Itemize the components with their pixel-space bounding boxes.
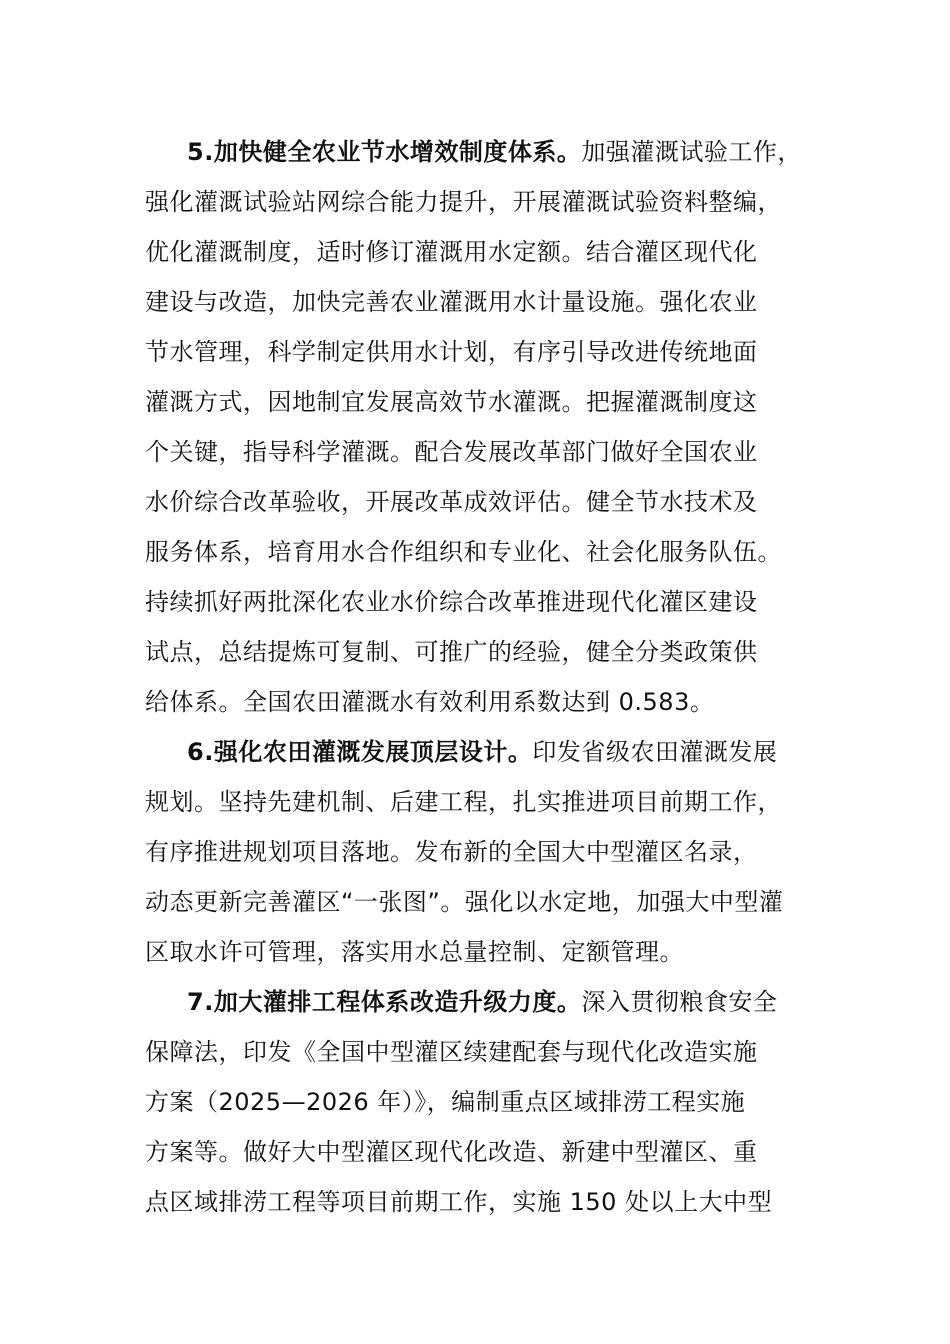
paragraph-line: 优化灌溉制度，适时修订灌溉用水定额。结合灌区现代化 <box>145 238 758 266</box>
paragraph-line: 方案等。做好大中型灌区现代化改造、新建中型灌区、重 <box>145 1138 758 1166</box>
paragraph-line: 试点，总结提炼可复制、可推广的经验，健全分类政策供 <box>145 638 758 666</box>
paragraph-line: 保障法，印发《全国中型灌区续建配套与现代化改造实施 <box>145 1038 758 1066</box>
paragraph-line: 水价综合改革验收，开展改革成效评估。健全节水技术及 <box>145 488 758 516</box>
paragraph-line: 动态更新完善灌区“一张图”。强化以水定地，加强大中型灌 <box>145 888 784 916</box>
section-heading: 5.加快健全农业节水增效制度体系。 <box>187 138 582 166</box>
paragraph-line: 服务体系，培育用水合作组织和专业化、社会化服务队伍。 <box>145 538 782 566</box>
paragraph-line: 持续抓好两批深化农业水价综合改革推进现代化灌区建设 <box>145 588 758 616</box>
paragraph-text: 加强灌溉试验工作， <box>581 138 802 166</box>
paragraph-line: 建设与改造，加快完善农业灌溉用水计量设施。强化农业 <box>145 288 758 316</box>
paragraph-line: 节水管理，科学制定供用水计划，有序引导改进传统地面 <box>145 338 758 366</box>
paragraph-line: 区取水许可管理，落实用水总量控制、定额管理。 <box>145 938 684 966</box>
paragraph-line: 有序推进规划项目落地。发布新的全国大中型灌区名录， <box>145 838 758 866</box>
paragraph-line: 方案（2025—2026 年）》，编制重点区域排涝工程实施 <box>145 1088 746 1116</box>
paragraph-line: 点区域排涝工程等项目前期工作，实施 150 处以上大中型 <box>145 1188 773 1216</box>
paragraph-text: 印发省级农田灌溉发展 <box>532 738 778 766</box>
paragraph-line <box>187 727 777 777</box>
paragraph-line: 强化灌溉试验站网综合能力提升，开展灌溉试验资料整编， <box>145 188 782 216</box>
paragraph-line <box>187 127 802 177</box>
paragraph-line: 规划。坚持先建机制、后建工程，扎实推进项目前期工作， <box>145 788 782 816</box>
paragraph-text: 深入贯彻粮食安全 <box>581 988 778 1016</box>
section-heading: 6.强化农田灌溉发展顶层设计。 <box>187 738 533 766</box>
paragraph-line: 灌溉方式，因地制宜发展高效节水灌溉。把握灌溉制度这 <box>145 388 758 416</box>
paragraph-line: 个关键，指导科学灌溉。配合发展改革部门做好全国农业 <box>145 438 758 466</box>
paragraph-line <box>187 977 777 1027</box>
section-heading: 7.加大灌排工程体系改造升级力度。 <box>187 988 582 1016</box>
paragraph-line: 给体系。全国农田灌溉水有效利用系数达到 0.583。 <box>145 688 715 716</box>
